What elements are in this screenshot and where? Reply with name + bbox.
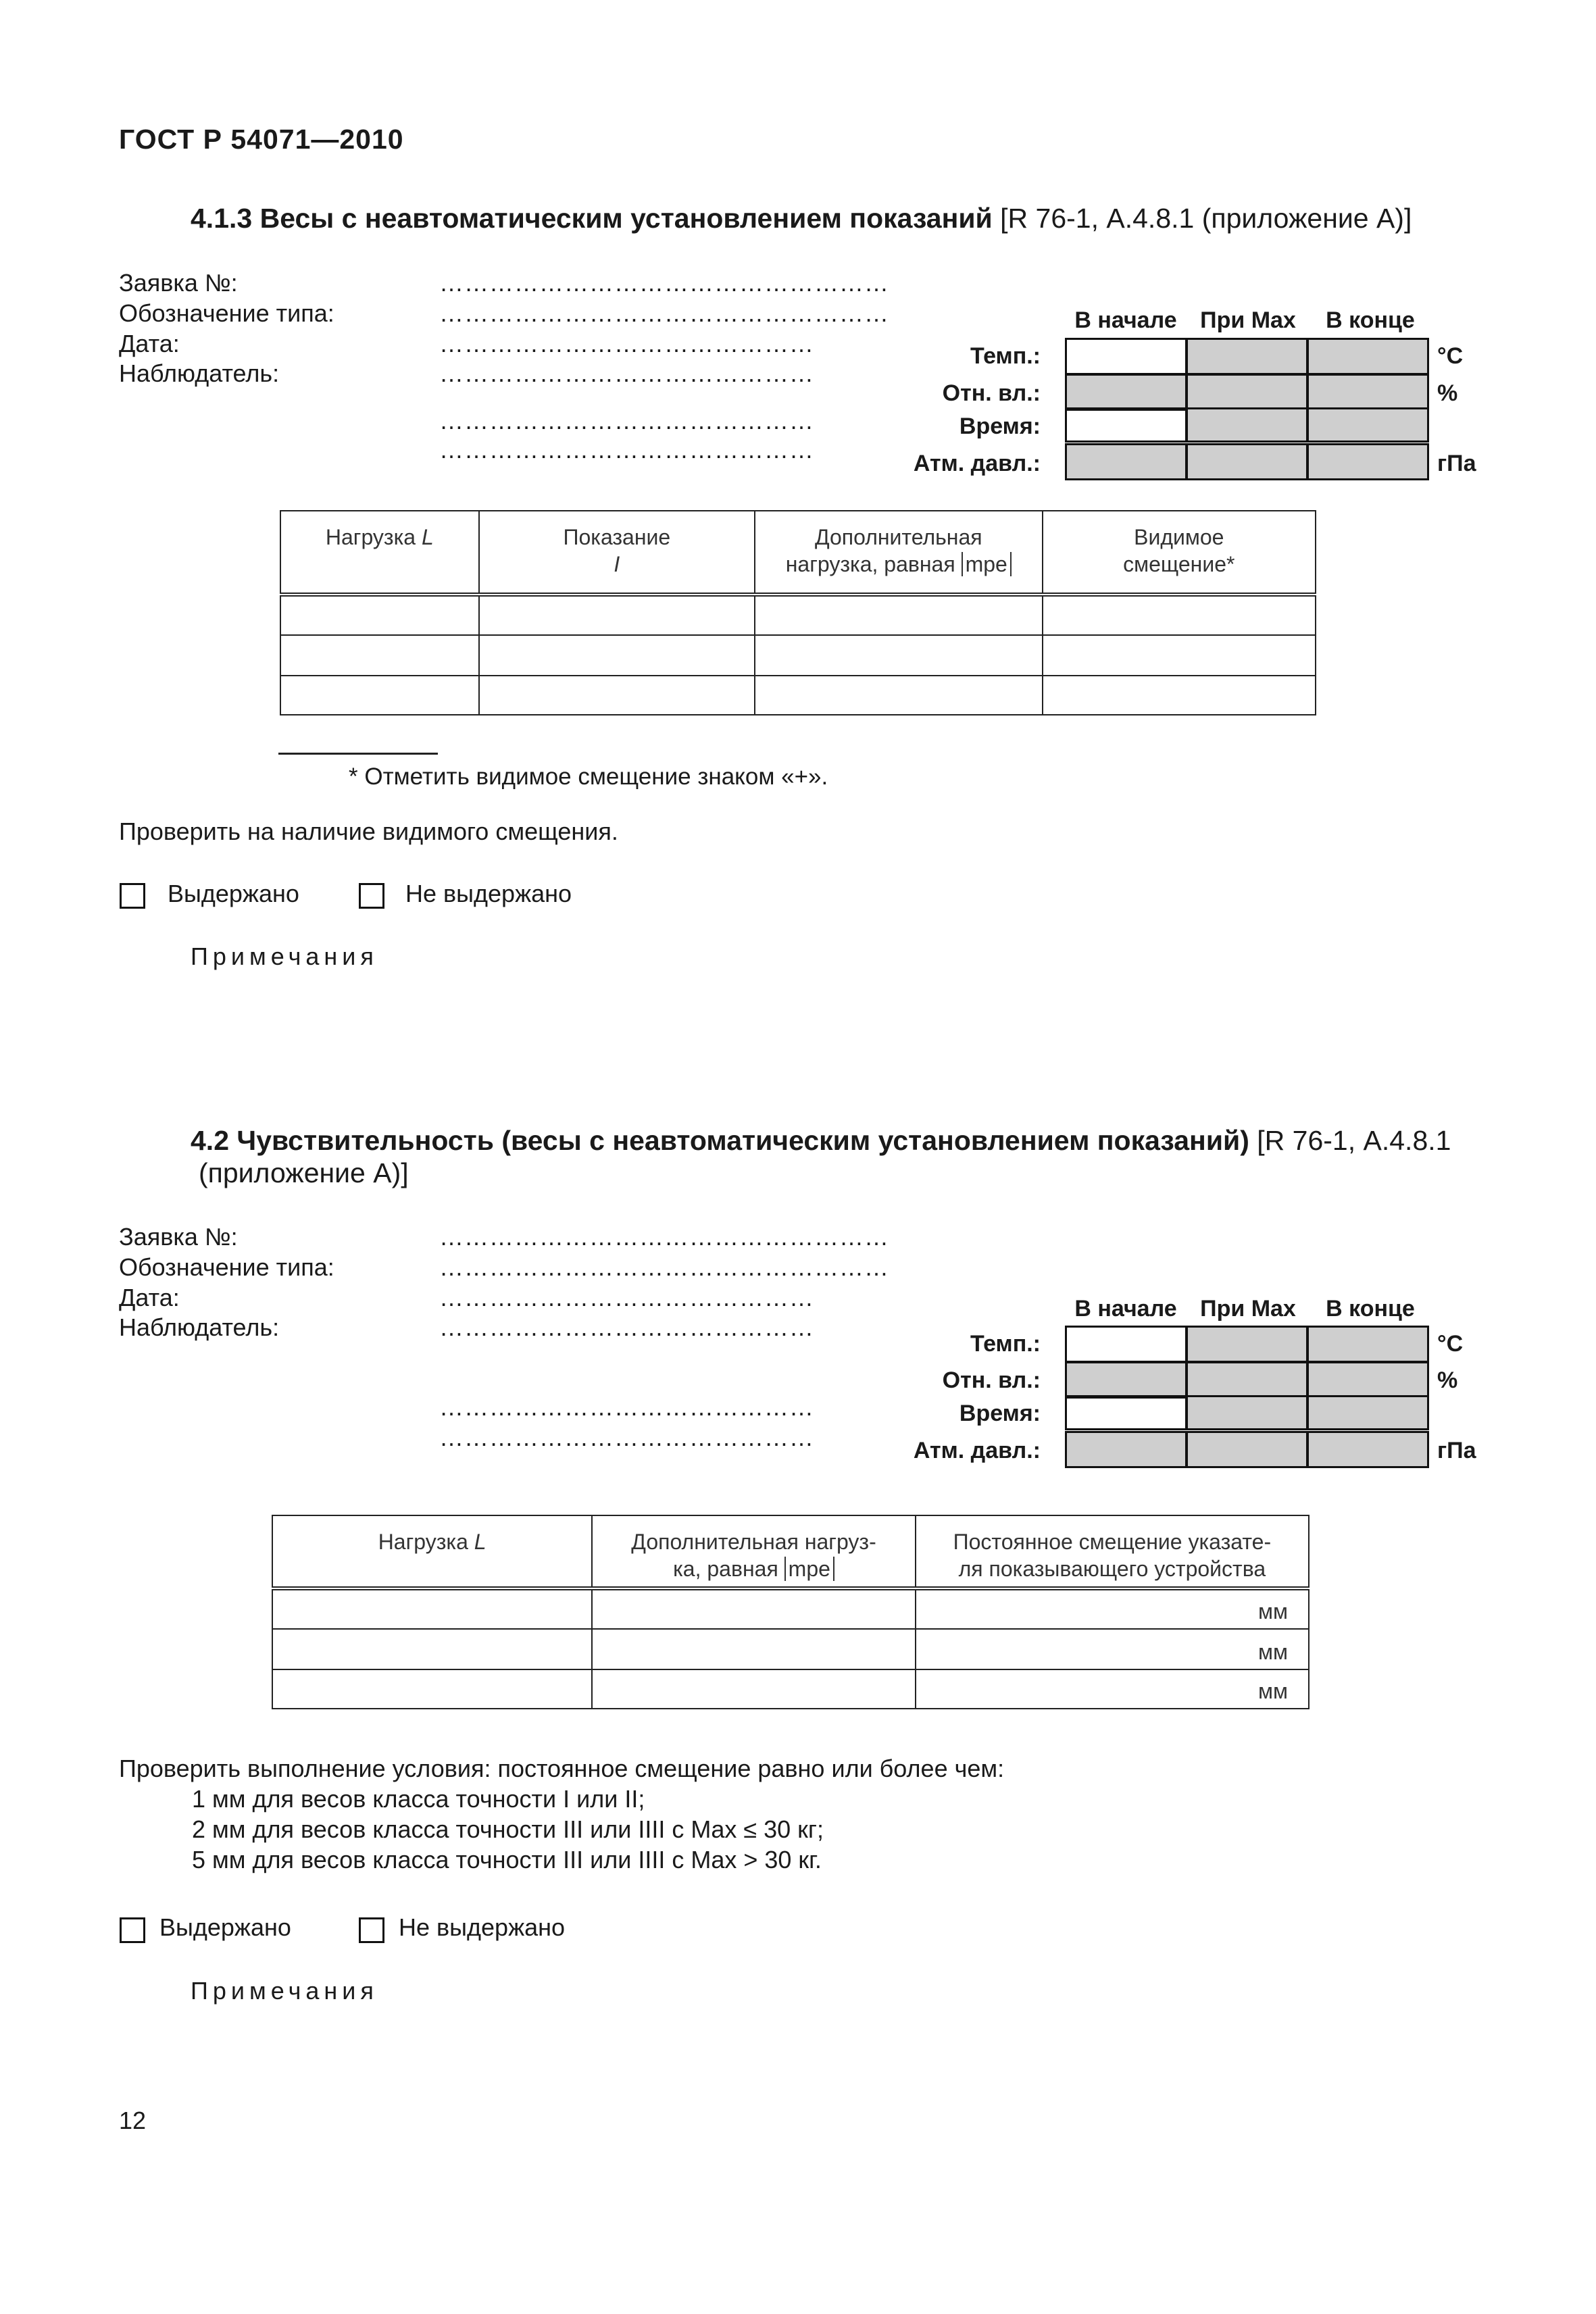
unit-percent-2: % [1437, 1367, 1458, 1393]
cond2-cell-time-max [1186, 1395, 1308, 1430]
cond-cell-pressure-start [1065, 443, 1187, 480]
cond2-cell-humidity-end [1307, 1361, 1429, 1399]
table-row [280, 595, 1316, 635]
cond2-label-pressure: Атм. давл.: [913, 1438, 1041, 1463]
cond2-cell-humidity-start [1065, 1361, 1187, 1399]
unit-hpa: гПа [1437, 451, 1476, 476]
failed-label-1: Не выдержано [405, 880, 572, 907]
condition-item: 5 мм для весов класса точности III или IIII с Max > 30 кг. [192, 1846, 822, 1873]
type-designation-label-2: Обозначение типа: [119, 1253, 334, 1281]
col-header-additional-load-2: Дополнительная нагруз- ка, равная mpe [592, 1515, 916, 1588]
cond-cell-humidity-max [1186, 374, 1308, 411]
cond2-cell-humidity-max [1186, 1361, 1308, 1399]
cond2-cell-temp-end [1307, 1326, 1429, 1363]
cond2-head-max: При Max [1200, 1296, 1296, 1322]
cond2-cell-temp-start[interactable] [1065, 1326, 1187, 1363]
document-code: ГОСТ Р 54071—2010 [119, 124, 404, 155]
cond-cell-temp-max [1186, 338, 1308, 375]
failed-label-2: Не выдержано [399, 1913, 566, 1941]
table-row [272, 1669, 1309, 1709]
cond-cell-time-max [1186, 407, 1308, 443]
application-label-2: Заявка №: [119, 1223, 238, 1251]
cond-head-max: При Max [1200, 307, 1296, 333]
cond-cell-temp-end [1307, 338, 1429, 375]
table-row [280, 635, 1316, 676]
date-field[interactable]: ……………………………………… [439, 330, 814, 357]
cond-head-end: В конце [1326, 307, 1415, 333]
passed-label-2: Выдержано [159, 1913, 291, 1941]
cond-cell-time-start[interactable] [1065, 407, 1187, 443]
cond-label-time: Время: [959, 413, 1041, 439]
unit-celsius-2: °С [1437, 1331, 1464, 1357]
condition-item: 2 мм для весов класса точности III или IIII с Max ≤ 30 кг; [192, 1815, 824, 1843]
col-header-load: Нагрузка L [280, 511, 479, 595]
cond2-cell-time-start[interactable] [1065, 1395, 1187, 1430]
observer-field-2b[interactable]: ……………………………………… [439, 1393, 814, 1421]
observer-label: Наблюдатель: [119, 359, 280, 387]
observer-field-2c[interactable]: ……………………………………… [439, 1424, 814, 1451]
cond-label-pressure: Атм. давл.: [913, 451, 1041, 476]
cond-label-humidity: Отн. вл.: [942, 380, 1041, 406]
application-field-2[interactable]: ……………………………………………… [439, 1223, 889, 1251]
passed-checkbox-2[interactable] [120, 1917, 145, 1943]
col-header-indication: Показание I [479, 511, 755, 595]
observer-field-3[interactable]: ……………………………………… [439, 436, 814, 463]
observer-field[interactable]: ……………………………………… [439, 359, 814, 387]
cond2-label-temp: Темп.: [970, 1331, 1041, 1357]
unit-celsius: °С [1437, 343, 1464, 369]
application-field[interactable]: ……………………………………………… [439, 269, 889, 297]
failed-checkbox-1[interactable] [359, 883, 384, 909]
unit-percent: % [1437, 380, 1458, 406]
cond-cell-humidity-end [1307, 374, 1429, 411]
footnote: * Отметить видимое смещение знаком «+». [349, 763, 828, 790]
cond-label-temp: Темп.: [970, 343, 1041, 369]
col-header-load-2: Нагрузка L [272, 1515, 592, 1588]
cond-cell-pressure-max [1186, 443, 1308, 480]
type-designation-field-2[interactable]: ……………………………………………… [439, 1253, 889, 1281]
cond2-cell-pressure-max [1186, 1431, 1308, 1468]
type-designation-label: Обозначение типа: [119, 299, 334, 327]
col-header-permanent-offset: Постоянное смещение указате- ля показывающего устройства [916, 1515, 1309, 1588]
date-field-2[interactable]: ……………………………………… [439, 1284, 814, 1311]
cond-cell-temp-start[interactable] [1065, 338, 1187, 375]
cond2-label-time: Время: [959, 1401, 1041, 1426]
sensitivity-table [272, 1515, 1310, 1709]
cond2-cell-pressure-start [1065, 1431, 1187, 1468]
section-2-title: 4.2 Чувствительность (весы с неавтоматическим установлением показаний) [R 76-1, А.4.8.1 [191, 1125, 1451, 1156]
condition-item: 1 мм для весов класса точности I или II; [192, 1785, 645, 1813]
cond2-cell-pressure-end [1307, 1431, 1429, 1468]
offset-table [280, 510, 1316, 715]
date-label: Дата: [119, 330, 180, 357]
check-text-2: Проверить выполнение условия: постоянное смещение равно или более чем: [119, 1755, 1005, 1782]
application-label: Заявка №: [119, 269, 238, 297]
observer-label-2: Наблюдатель: [119, 1313, 280, 1341]
unit-mm[interactable]: мм [916, 1669, 1309, 1709]
section-1-title: 4.1.3 Весы с неавтоматическим установлением показаний [R 76-1, А.4.8.1 (приложение А)] [191, 203, 1412, 234]
passed-checkbox-1[interactable] [120, 883, 145, 909]
page-number: 12 [119, 2107, 147, 2134]
cond2-cell-time-end [1307, 1395, 1429, 1430]
unit-mm[interactable]: мм [916, 1588, 1309, 1629]
cond2-cell-temp-max [1186, 1326, 1308, 1363]
cond-cell-humidity-start [1065, 374, 1187, 411]
cond-cell-pressure-end [1307, 443, 1429, 480]
table-row [272, 1588, 1309, 1629]
observer-field-2a[interactable]: ……………………………………… [439, 1313, 814, 1341]
check-text-1: Проверить на наличие видимого смещения. [119, 818, 618, 845]
footnote-rule [278, 753, 438, 755]
cond2-head-start: В начале [1074, 1296, 1177, 1322]
date-label-2: Дата: [119, 1284, 180, 1311]
notes-heading-2: Примечания [191, 1977, 378, 2005]
table-row [272, 1629, 1309, 1669]
passed-label-1: Выдержано [168, 880, 299, 907]
table-row [280, 676, 1316, 715]
cond2-head-end: В конце [1326, 1296, 1415, 1322]
col-header-additional-load: Дополнительная нагрузка, равная mpe [755, 511, 1043, 595]
section-2-title-line2: (приложение А)] [199, 1157, 409, 1188]
failed-checkbox-2[interactable] [359, 1917, 384, 1943]
type-designation-field[interactable]: ……………………………………………… [439, 299, 889, 327]
cond2-label-humidity: Отн. вл.: [942, 1367, 1041, 1393]
cond-head-start: В начале [1074, 307, 1177, 333]
unit-hpa-2: гПа [1437, 1438, 1476, 1463]
col-header-visible-offset: Видимое смещение* [1043, 511, 1316, 595]
unit-mm[interactable]: мм [916, 1629, 1309, 1669]
observer-field-2[interactable]: ……………………………………… [439, 407, 814, 434]
notes-heading-1: Примечания [191, 942, 378, 970]
cond-cell-time-end [1307, 407, 1429, 443]
